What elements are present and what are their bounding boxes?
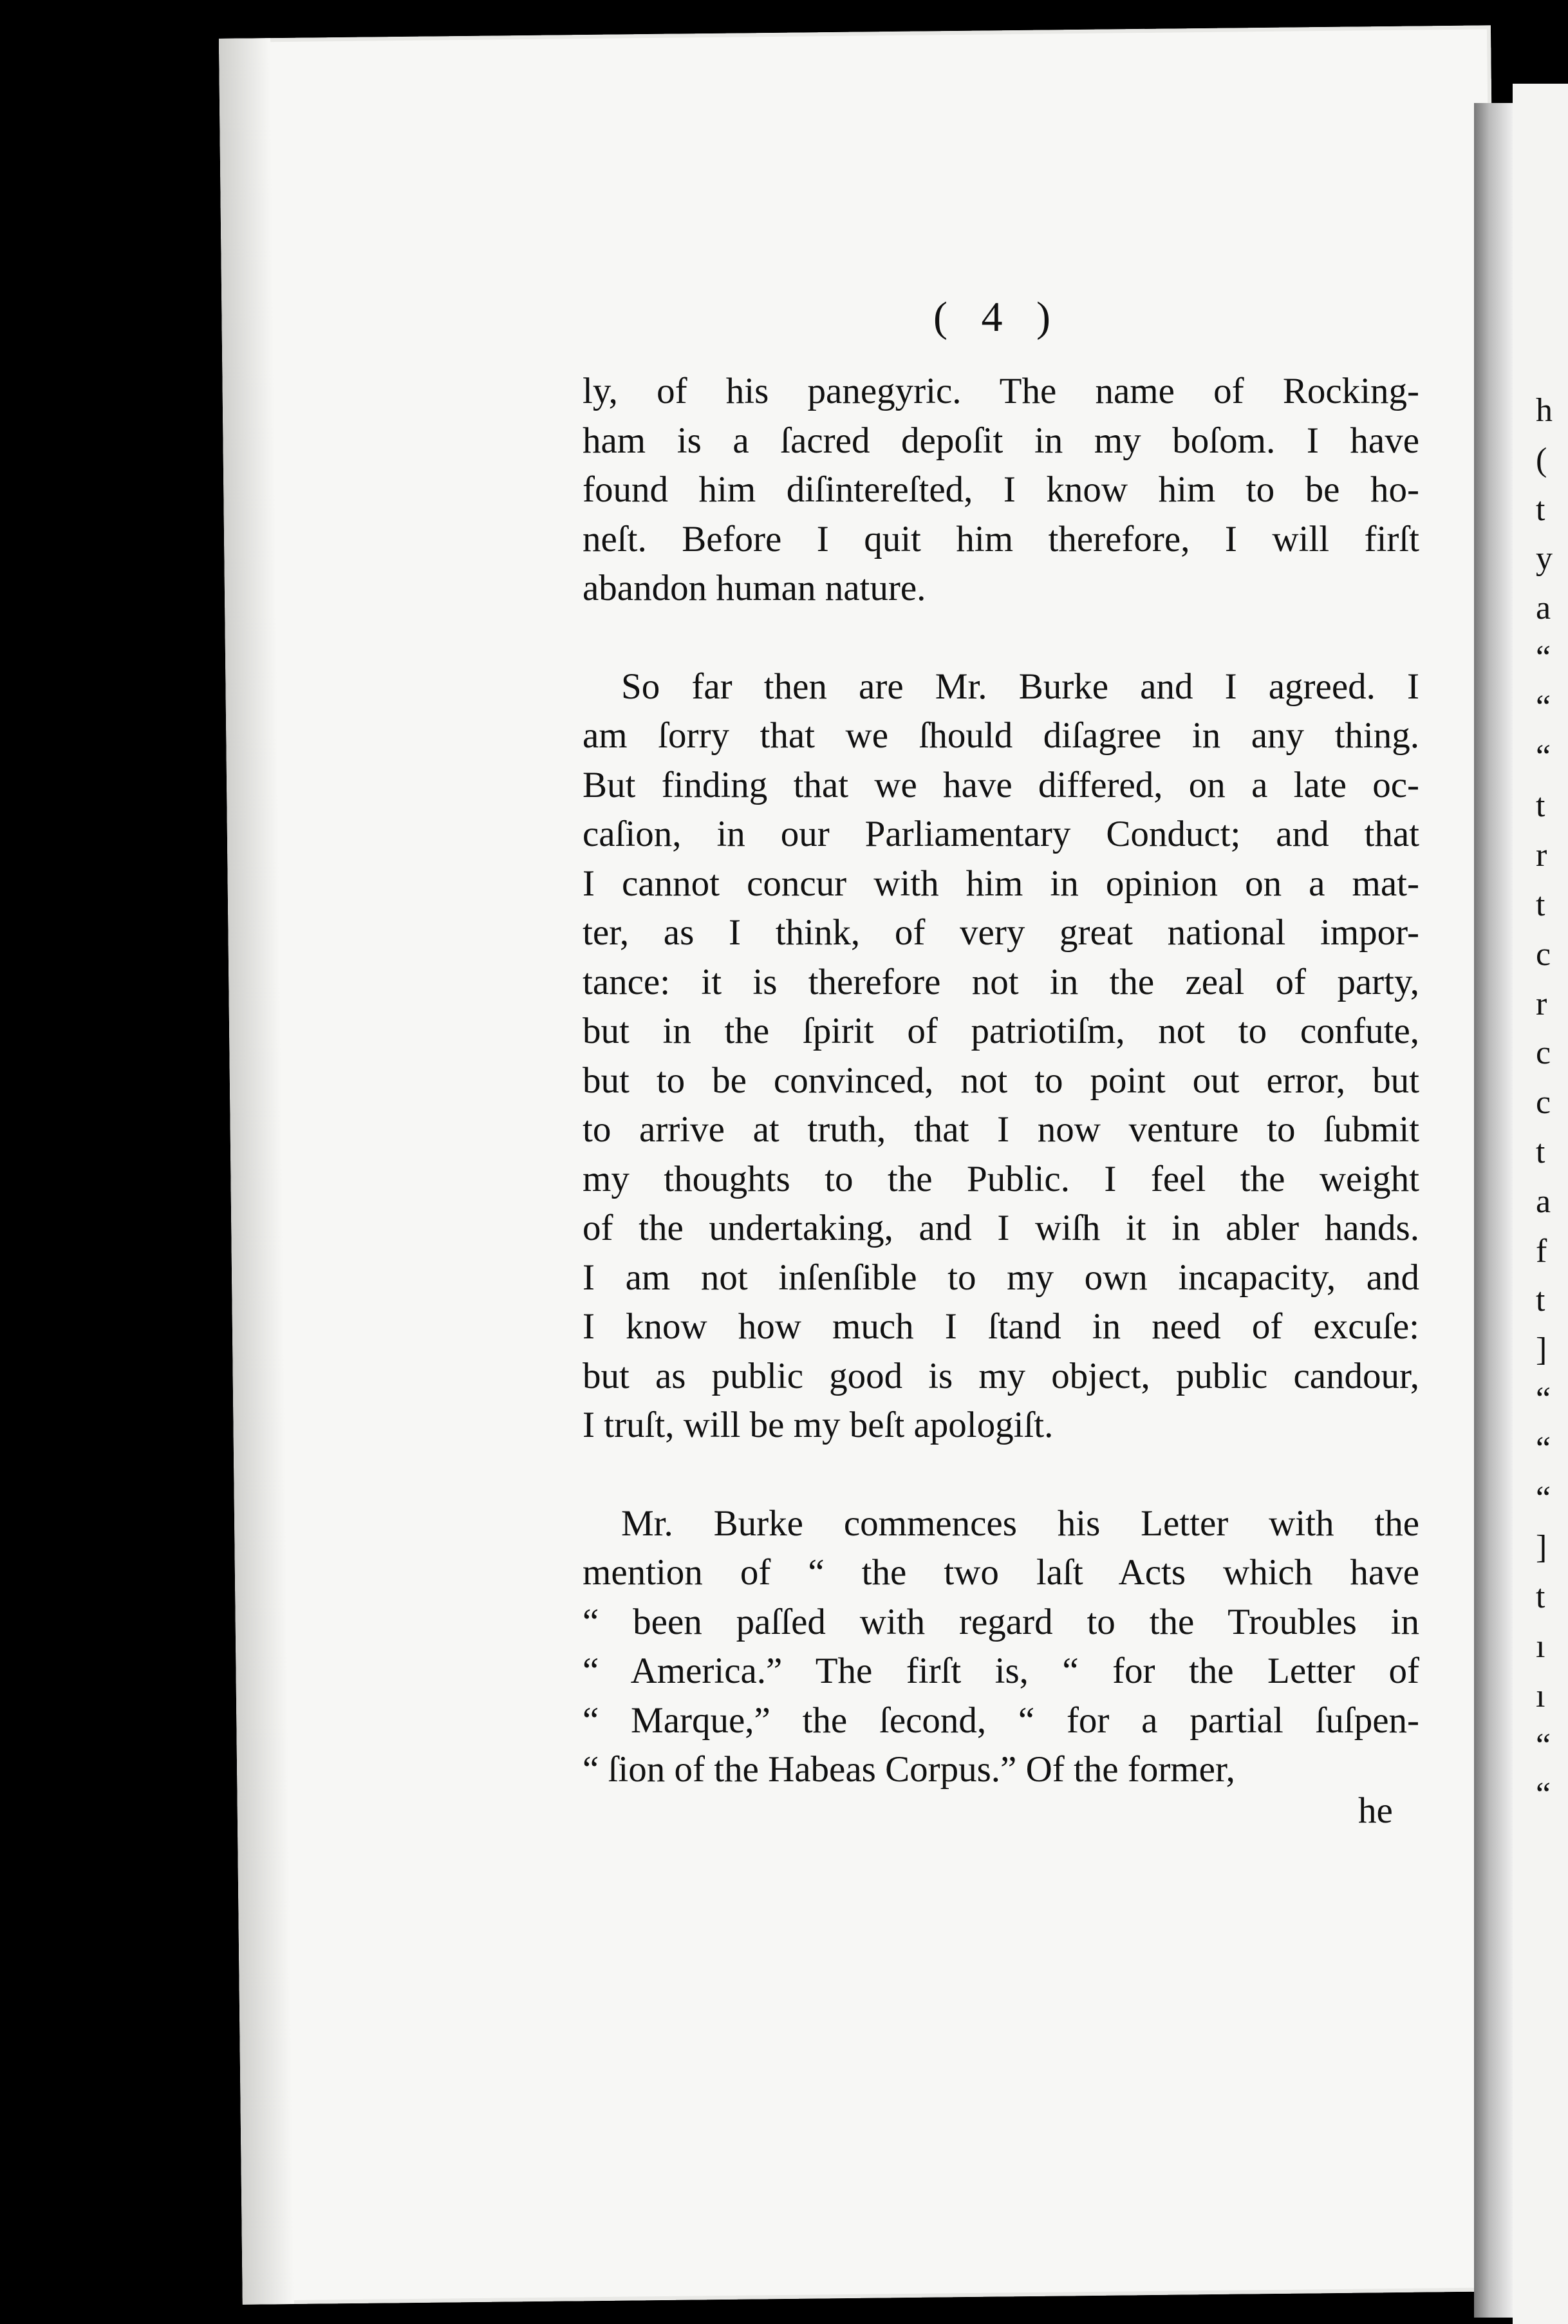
facing-letter: “ xyxy=(1536,1776,1551,1813)
text-line: “ America.” The firſt is, “ for the Letter of xyxy=(583,1651,1419,1691)
facing-letter: y xyxy=(1536,540,1553,577)
paragraph-gap xyxy=(583,614,1419,662)
facing-letter: r xyxy=(1536,837,1547,874)
facing-page-letters xyxy=(1536,386,1553,1820)
facing-letter: a xyxy=(1536,1183,1551,1220)
text-line: but to be convinced, not to point out error, but xyxy=(583,1060,1419,1101)
text-line: mention of “ the two laſt Acts which have xyxy=(583,1552,1419,1593)
facing-letter: a xyxy=(1536,590,1551,627)
text-line: “ ſion of the Habeas Corpus.” Of the former, xyxy=(583,1749,1235,1790)
catchword: he xyxy=(1358,1790,1393,1831)
paragraph xyxy=(583,1499,1419,1795)
text-line: but as public good is my object, public candour, xyxy=(583,1355,1419,1396)
facing-letter: f xyxy=(1536,1232,1547,1270)
text-line: “ Marque,” the ſecond, “ for a partial ſuſpen- xyxy=(583,1700,1419,1741)
facing-letter: t xyxy=(1536,886,1545,923)
page-edge-shadow xyxy=(219,38,294,2305)
page-number: ( 4 ) xyxy=(933,294,1062,341)
facing-letter: ı xyxy=(1536,1627,1545,1665)
paragraph-gap xyxy=(583,1450,1419,1499)
facing-letter: “ xyxy=(1536,1479,1551,1517)
text-line: but in the ſpirit of patriotiſm, not to confute, xyxy=(583,1011,1419,1051)
text-line: tance: it is therefore not in the zeal of party, xyxy=(583,961,1419,1002)
facing-letter: ] xyxy=(1536,1529,1547,1566)
text-line: neſt. Before I quit him therefore, I will firſt xyxy=(583,518,1419,559)
facing-letter: r xyxy=(1536,985,1547,1022)
text-line: caſion, in our Parliamentary Conduct; and that xyxy=(583,814,1419,854)
facing-letter: t xyxy=(1536,787,1545,825)
facing-letter: t xyxy=(1536,1133,1545,1170)
facing-letter: c xyxy=(1536,1084,1551,1121)
text-line: I know how much I ſtand in need of excuſe: xyxy=(583,1306,1419,1347)
facing-letter: c xyxy=(1536,935,1551,973)
text-line: “ been paſſed with regard to the Troubles in xyxy=(583,1601,1419,1642)
text-line: But finding that we have differed, on a late oc- xyxy=(583,764,1419,805)
text-line: I truſt, will be my beſt apologiſt. xyxy=(583,1405,1054,1445)
facing-letter: “ xyxy=(1536,738,1551,775)
text-line: ham is a ſacred depoſit in my boſom. I have xyxy=(583,420,1419,461)
facing-letter: ı xyxy=(1536,1677,1545,1714)
text-line: abandon human nature. xyxy=(583,568,926,608)
text-line: Mr. Burke commences his Letter with the xyxy=(621,1503,1419,1544)
text-line: of the undertaking, and I wiſh it in abler hands. xyxy=(583,1208,1419,1248)
text-line: ter, as I think, of very great national impor- xyxy=(583,912,1419,953)
facing-letter: “ xyxy=(1536,688,1551,726)
text-line: found him diſintereſted, I know him to be ho- xyxy=(583,469,1419,510)
text-line: So far then are Mr. Burke and I agreed. I xyxy=(621,666,1419,707)
facing-letter: h xyxy=(1536,392,1553,429)
body-text xyxy=(583,367,1419,1795)
text-line: my thoughts to the Public. I feel the weight xyxy=(583,1158,1419,1199)
facing-letter: “ xyxy=(1536,1727,1551,1764)
text-line: I am not inſenſible to my own incapacity, and xyxy=(583,1257,1419,1298)
paragraph xyxy=(583,662,1419,1450)
text-line: to arrive at truth, that I now venture to ſubmit xyxy=(583,1109,1419,1150)
facing-letter: t xyxy=(1536,1579,1545,1616)
facing-letter: ] xyxy=(1536,1331,1547,1369)
facing-letter: “ xyxy=(1536,1430,1551,1467)
text-line: I cannot concur with him in opinion on a mat- xyxy=(583,863,1419,904)
facing-letter: c xyxy=(1536,1035,1551,1072)
paragraph xyxy=(583,367,1419,614)
facing-letter: t xyxy=(1536,491,1545,528)
facing-letter: t xyxy=(1536,1282,1545,1319)
facing-letter: ( xyxy=(1536,441,1547,478)
text-line: ly, of his panegyric. The name of Rocking- xyxy=(583,371,1419,411)
facing-letter: “ xyxy=(1536,1380,1551,1418)
book-gutter xyxy=(1474,103,1513,2318)
text-line: am ſorry that we ſhould diſagree in any thing. xyxy=(583,715,1419,756)
facing-letter: “ xyxy=(1536,639,1551,676)
